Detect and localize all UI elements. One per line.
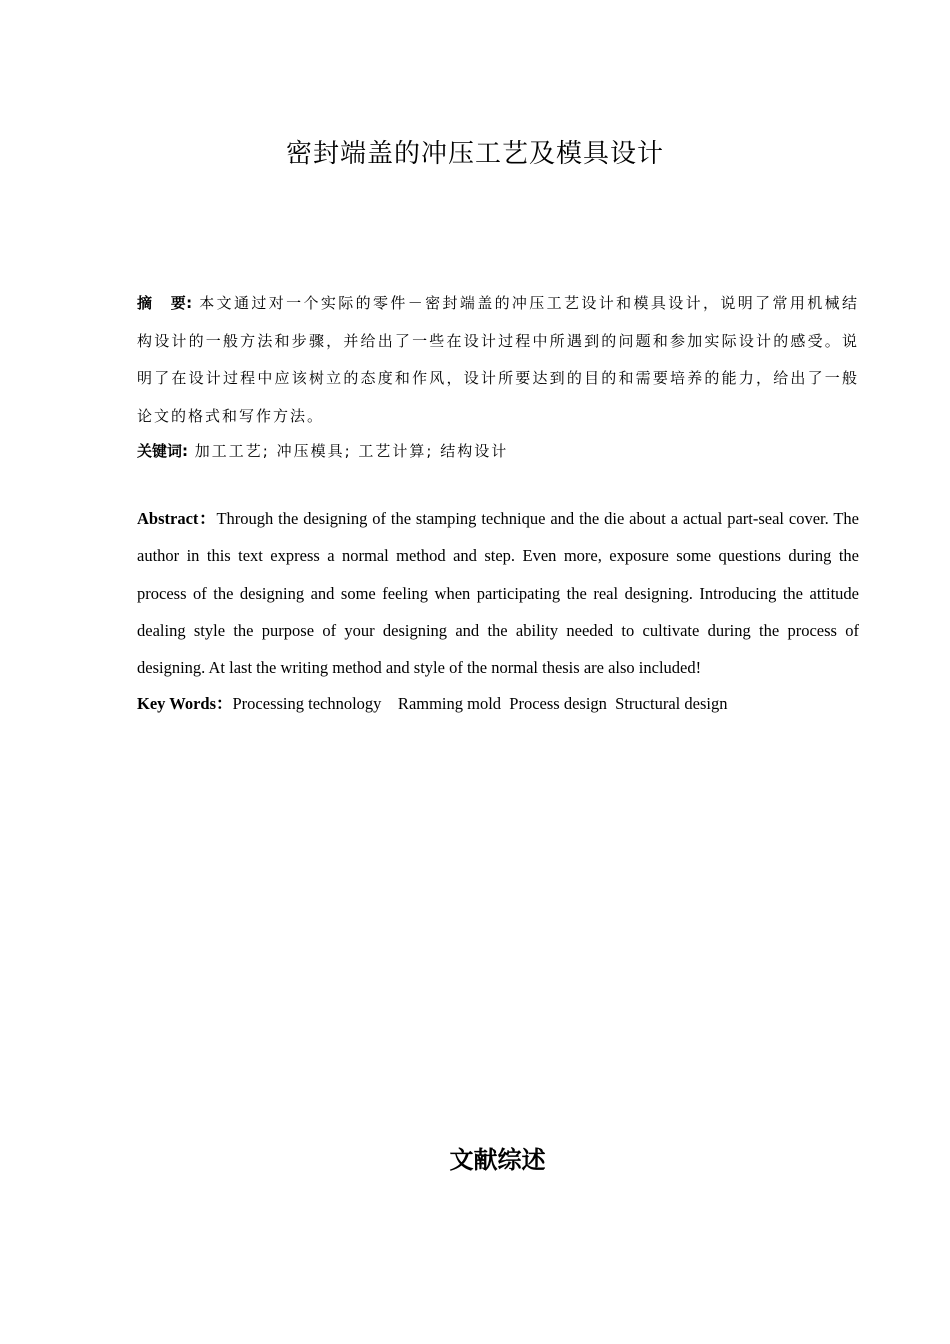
chinese-keywords-text: 加工工艺; 冲压模具; 工艺计算; 结构设计 <box>194 442 509 460</box>
chinese-keywords <box>137 437 859 465</box>
english-keywords-label: Key Words： <box>137 694 233 713</box>
paper-title: 密封端盖的冲压工艺及模具设计 <box>285 139 664 169</box>
english-abstract-label: Abstract： <box>137 509 217 528</box>
english-keywords <box>137 690 859 718</box>
chinese-abstract-label <box>137 294 192 312</box>
english-abstract <box>137 500 859 686</box>
chinese-keywords-label: 关键词: <box>137 442 188 460</box>
chinese-abstract <box>137 285 859 435</box>
chinese-abstract-label-second: 要: <box>170 294 193 312</box>
english-abstract-text: Through the designing of the stamping technique and the die about a actual part-seal cover. The author in this text express a normal method and step. Even more, exposure some questions during the process of the designing and some feeling when participating the real designing. Introducing the attitude dealing style the purpose of your designing and the ability needed to cultivate during the process of designing. At last the writing method and style of the normal thesis are also included! <box>137 509 859 678</box>
chinese-abstract-label-first: 摘 <box>137 294 153 312</box>
section-heading-literature-review: 文献综述 <box>449 1146 546 1174</box>
english-keywords-text: Processing technology Ramming mold Process design Structural design <box>232 694 728 713</box>
chinese-abstract-text: 本文通过对一个实际的零件－密封端盖的冲压工艺设计和模具设计，说明了常用机械结构设计的一般方法和步骤，并给出了一些在设计过程中所遇到的问题和参加实际设计的感受。说明了在设计过程中应该树立的态度和作风，设计所要达到的目的和需要培养的能力，给出了一般论文的格式和写作方法。 <box>137 294 859 425</box>
